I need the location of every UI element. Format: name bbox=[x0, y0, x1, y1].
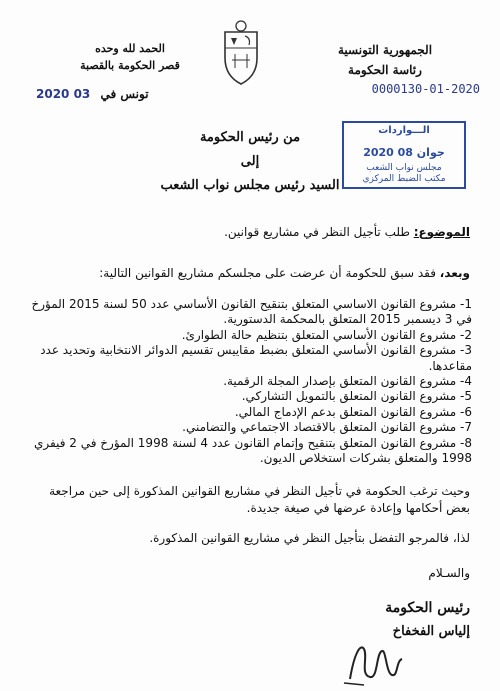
list-item: 8- مشروع القانون المتعلق بتنقيح وإتمام القانون عدد 4 لسنة 1998 المؤرخ في 2 فيفري 1998 والمتعلق بشركات استخلاص الديون. bbox=[34, 435, 472, 466]
postponement-paragraph: وحيث ترغب الحكومة في تأجيل النظر في مشاريع القوانين المذكورة إلى حين مراجعة بعض أحكامها وإعادة عرضها في صيغة جديدة. bbox=[49, 484, 470, 515]
handwritten-signature bbox=[330, 635, 450, 687]
presidency-line: رئاسة الحكومة bbox=[348, 63, 422, 77]
signatory-title: رئيس الحكومة bbox=[385, 600, 470, 616]
bills-list bbox=[24, 297, 472, 466]
intro-line bbox=[30, 266, 470, 280]
list-item: 4- مشروع القانون المتعلق بإصدار المجلة الرقمية. bbox=[223, 374, 472, 389]
list-item: 2- مشروع القانون الأساسي المتعلق بتنظيم حالة الطوارئ. bbox=[181, 327, 472, 342]
stamp-date: 2020 جوان 08 bbox=[363, 146, 445, 159]
request-paragraph: لذا، فالمرجو التفضل بتأجيل النظر في مشاريع القوانين المذكورة. bbox=[149, 531, 470, 545]
date-value: 2020 03 bbox=[36, 87, 91, 101]
list-item: 5- مشروع القانون المتعلق بالتمويل التشاركي. bbox=[241, 389, 472, 404]
intro-text: فقد سبق للحكومة أن عرضت على مجلسكم مشاريع القوانين التالية: bbox=[99, 266, 440, 280]
list-item: 1- مشروع القانون الاساسي المتعلق بتنقيح القانون الأساسي عدد 50 لسنة 2015 المؤرخ في 3 ديسمبر 2015 المتعلق بالمحكمة الدستورية. bbox=[31, 297, 472, 327]
date-line bbox=[36, 87, 149, 101]
subject-line bbox=[30, 225, 470, 239]
received-stamp bbox=[342, 121, 466, 189]
basmala-line: الحمد لله وحده bbox=[95, 42, 165, 55]
list-item: 7- مشروع القانون المتعلق بالاقتصاد الاجتماعي والتضامني. bbox=[182, 420, 472, 435]
list-item: 6- مشروع القانون المتعلق بدعم الإدماج المالي. bbox=[234, 404, 472, 419]
list-item: 3- مشروع القانون الأساسي المتعلق بضبط مقاييس تقسيم الدوائر الانتخابية وتحديد عدد مقاعدها. bbox=[40, 343, 472, 373]
to-word: إلى bbox=[240, 154, 260, 169]
subject-text: طلب تأجيل النظر في مشاريع قوانين. bbox=[224, 225, 414, 239]
stamp-org-line2: مكتب الضبط المركزي bbox=[362, 174, 446, 184]
coat-of-arms-icon bbox=[215, 18, 267, 88]
reference-number: 0000130-01-2020 bbox=[371, 82, 480, 96]
stamp-org bbox=[344, 163, 464, 185]
signatory-name: إلياس الفخفاخ bbox=[392, 624, 470, 639]
closing-salutation: والسـلام bbox=[428, 566, 470, 580]
letterhead-left bbox=[60, 40, 200, 74]
intro-label: وبعد، bbox=[439, 266, 470, 280]
sender-header bbox=[300, 40, 470, 80]
palace-line: قصر الحكومة بالقصبة bbox=[80, 59, 180, 72]
stamp-title: الـــواردات bbox=[378, 125, 430, 136]
republic-line: الجمهورية التونسية bbox=[337, 43, 433, 57]
from-line: من رئيس الحكومة bbox=[199, 130, 301, 145]
subject-label: الموضوع: bbox=[413, 225, 470, 239]
to-line: السيد رئيس مجلس نواب الشعب bbox=[160, 178, 340, 193]
place-label: تونس في bbox=[100, 87, 149, 101]
stamp-org-line1: مجلس نواب الشعب bbox=[366, 163, 442, 173]
